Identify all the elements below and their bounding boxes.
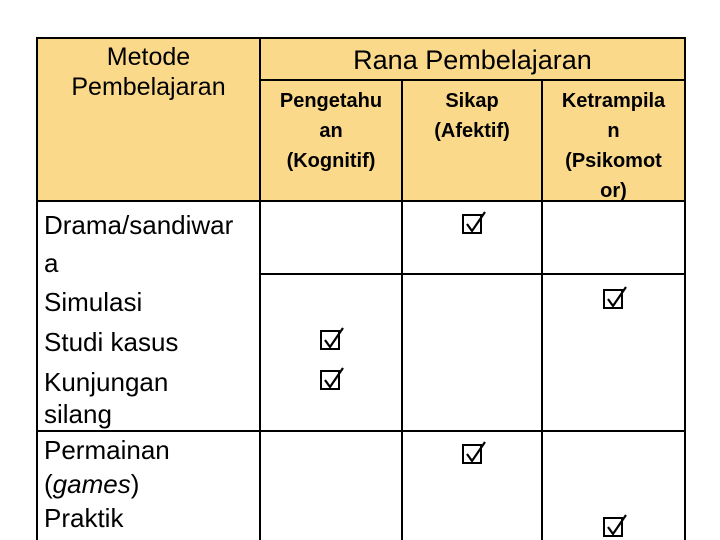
header-method-line1: Metode: [106, 43, 191, 71]
method-games: [44, 465, 233, 503]
method-drama-line2: a: [44, 248, 59, 278]
header-col1-line1: Pengetahu: [279, 90, 383, 112]
header-col1-line3: (Kognitif): [286, 150, 376, 172]
method-list: [44, 206, 233, 537]
table-right-border: [684, 37, 686, 540]
method-permainan: Permainan: [44, 435, 170, 465]
header-rana-title: Rana Pembelajaran: [353, 45, 592, 75]
header-method-title: [38, 42, 259, 102]
method-simulasi: Simulasi: [44, 287, 143, 317]
checked-box-icon: [603, 517, 623, 537]
table-left-border: [36, 37, 38, 540]
method-kunjungan-line1: Kunjungan: [44, 367, 169, 397]
checked-box-icon: [320, 330, 340, 350]
method-studi-kasus: Studi kasus: [44, 327, 179, 357]
header-method-line2: Pembelajaran: [71, 73, 226, 101]
method-drama-line1: Drama/sandiwar: [44, 210, 234, 240]
col1-border: [401, 80, 403, 540]
header-col3-line4: or): [600, 180, 627, 202]
rana-subheader-border: [259, 79, 686, 81]
table-top-border: [36, 37, 686, 39]
header-col-afektif: [403, 86, 541, 146]
method-praktik: Praktik: [44, 503, 124, 533]
games-close-paren: ): [130, 469, 140, 499]
header-col3-line3: (Psikomot: [565, 150, 662, 172]
games-open-paren: (: [44, 469, 53, 499]
checked-box-icon: [603, 289, 623, 309]
header-col1-line2: an: [319, 120, 343, 142]
header-col3-line2: n: [607, 120, 620, 142]
games-italic: games: [52, 469, 131, 499]
checked-box-icon: [320, 370, 340, 390]
method-kunjungan-line2: silang: [44, 399, 112, 429]
header-col-kognitif: [261, 86, 401, 176]
checked-box-icon: [462, 444, 482, 464]
header-col-psikomotor: [543, 86, 684, 206]
row-border-1: [259, 273, 686, 275]
checked-box-icon: [462, 214, 482, 234]
header-col2-line1: Sikap: [445, 90, 499, 112]
header-col3-line1: Ketrampila: [561, 90, 666, 112]
header-col2-line2: (Afektif): [434, 120, 510, 142]
